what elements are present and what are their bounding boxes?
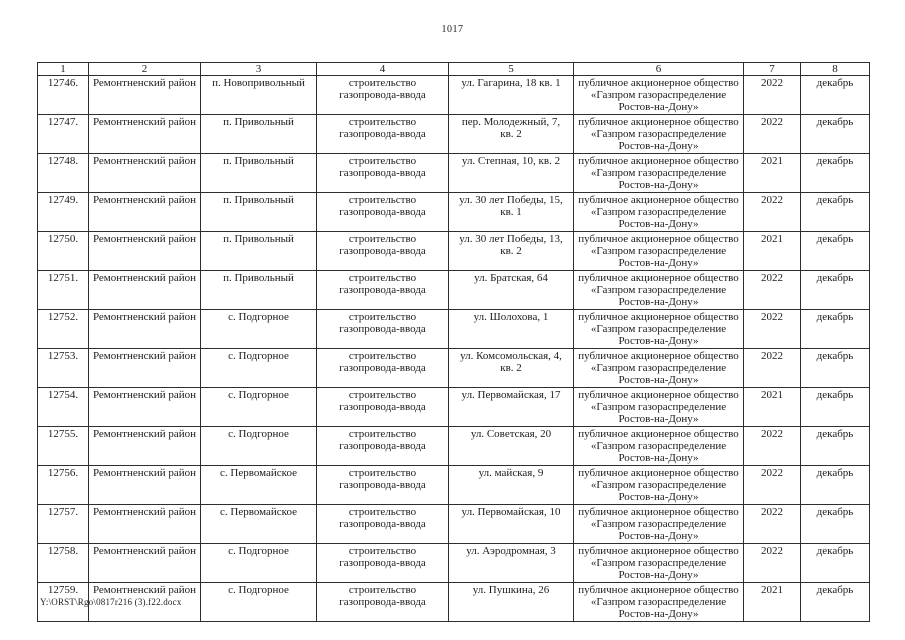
table-header-row xyxy=(38,63,870,76)
cell-month: декабрь xyxy=(801,583,870,622)
cell-month: декабрь xyxy=(801,544,870,583)
column-header-2: 2 xyxy=(89,63,201,76)
cell-company: публичное акционерное общество «Газпром газораспределение Ростов-на-Дону» xyxy=(574,544,744,583)
table-row xyxy=(38,544,870,583)
cell-district: Ремонтненский район xyxy=(89,505,201,544)
cell-company: публичное акционерное общество «Газпром газораспределение Ростов-на-Дону» xyxy=(574,388,744,427)
cell-settlement: п. Новопривольный xyxy=(201,76,317,115)
cell-work-type: строительство газопровода-ввода xyxy=(317,427,449,466)
cell-settlement: с. Подгорное xyxy=(201,388,317,427)
table-row xyxy=(38,466,870,505)
cell-settlement: с. Подгорное xyxy=(201,310,317,349)
cell-month: декабрь xyxy=(801,154,870,193)
cell-month: декабрь xyxy=(801,115,870,154)
cell-address: ул. Аэродромная, 3 xyxy=(449,544,574,583)
cell-month: декабрь xyxy=(801,427,870,466)
cell-address: ул. Братская, 64 xyxy=(449,271,574,310)
cell-settlement: с. Подгорное xyxy=(201,427,317,466)
cell-settlement: п. Привольный xyxy=(201,115,317,154)
document-file-path: Y:\ORST\Rgo\0817r216 (3).f22.docx xyxy=(40,597,182,607)
cell-district: Ремонтненский район xyxy=(89,193,201,232)
cell-work-type: строительство газопровода-ввода xyxy=(317,505,449,544)
cell-month: декабрь xyxy=(801,388,870,427)
cell-company: публичное акционерное общество «Газпром газораспределение Ростов-на-Дону» xyxy=(574,115,744,154)
cell-month: декабрь xyxy=(801,505,870,544)
cell-company: публичное акционерное общество «Газпром газораспределение Ростов-на-Дону» xyxy=(574,232,744,271)
cell-work-type: строительство газопровода-ввода xyxy=(317,76,449,115)
cell-row-number: 12759. xyxy=(38,583,89,622)
cell-company: публичное акционерное общество «Газпром газораспределение Ростов-на-Дону» xyxy=(574,583,744,622)
cell-district: Ремонтненский район xyxy=(89,466,201,505)
cell-row-number: 12748. xyxy=(38,154,89,193)
table-row xyxy=(38,115,870,154)
cell-district: Ремонтненский район xyxy=(89,271,201,310)
cell-address: пер. Молодежный, 7, кв. 2 xyxy=(449,115,574,154)
cell-company: публичное акционерное общество «Газпром газораспределение Ростов-на-Дону» xyxy=(574,271,744,310)
cell-year: 2022 xyxy=(744,505,801,544)
cell-settlement: с. Подгорное xyxy=(201,583,317,622)
cell-year: 2021 xyxy=(744,583,801,622)
cell-year: 2022 xyxy=(744,76,801,115)
cell-settlement: с. Подгорное xyxy=(201,544,317,583)
column-header-7: 7 xyxy=(744,63,801,76)
cell-settlement: п. Привольный xyxy=(201,154,317,193)
cell-settlement: с. Первомайское xyxy=(201,466,317,505)
cell-year: 2022 xyxy=(744,193,801,232)
cell-address: ул. Пушкина, 26 xyxy=(449,583,574,622)
table-body xyxy=(38,76,870,622)
cell-work-type: строительство газопровода-ввода xyxy=(317,154,449,193)
cell-address: ул. 30 лет Победы, 15, кв. 1 xyxy=(449,193,574,232)
cell-month: декабрь xyxy=(801,76,870,115)
cell-address: ул. Первомайская, 17 xyxy=(449,388,574,427)
table-row xyxy=(38,232,870,271)
cell-company: публичное акционерное общество «Газпром газораспределение Ростов-на-Дону» xyxy=(574,349,744,388)
column-header-8: 8 xyxy=(801,63,870,76)
cell-company: публичное акционерное общество «Газпром газораспределение Ростов-на-Дону» xyxy=(574,505,744,544)
cell-district: Ремонтненский район xyxy=(89,427,201,466)
cell-year: 2022 xyxy=(744,544,801,583)
cell-year: 2021 xyxy=(744,154,801,193)
cell-row-number: 12757. xyxy=(38,505,89,544)
cell-work-type: строительство газопровода-ввода xyxy=(317,115,449,154)
cell-year: 2022 xyxy=(744,466,801,505)
cell-row-number: 12758. xyxy=(38,544,89,583)
cell-district: Ремонтненский район xyxy=(89,76,201,115)
cell-address: ул. Степная, 10, кв. 2 xyxy=(449,154,574,193)
table-row xyxy=(38,193,870,232)
cell-year: 2022 xyxy=(744,310,801,349)
cell-company: публичное акционерное общество «Газпром газораспределение Ростов-на-Дону» xyxy=(574,76,744,115)
cell-address: ул. Шолохова, 1 xyxy=(449,310,574,349)
cell-work-type: строительство газопровода-ввода xyxy=(317,232,449,271)
cell-address: ул. Первомайская, 10 xyxy=(449,505,574,544)
cell-district: Ремонтненский район xyxy=(89,154,201,193)
column-header-1: 1 xyxy=(38,63,89,76)
cell-district: Ремонтненский район xyxy=(89,115,201,154)
cell-year: 2022 xyxy=(744,115,801,154)
column-header-6: 6 xyxy=(574,63,744,76)
cell-year: 2022 xyxy=(744,427,801,466)
table-row xyxy=(38,349,870,388)
cell-row-number: 12750. xyxy=(38,232,89,271)
cell-settlement: с. Подгорное xyxy=(201,349,317,388)
column-header-4: 4 xyxy=(317,63,449,76)
column-header-5: 5 xyxy=(449,63,574,76)
cell-company: публичное акционерное общество «Газпром газораспределение Ростов-на-Дону» xyxy=(574,154,744,193)
cell-row-number: 12754. xyxy=(38,388,89,427)
cell-row-number: 12746. xyxy=(38,76,89,115)
cell-year: 2022 xyxy=(744,349,801,388)
cell-work-type: строительство газопровода-ввода xyxy=(317,466,449,505)
table-row xyxy=(38,271,870,310)
table-row xyxy=(38,388,870,427)
table-row xyxy=(38,505,870,544)
table-row xyxy=(38,76,870,115)
cell-work-type: строительство газопровода-ввода xyxy=(317,349,449,388)
cell-work-type: строительство газопровода-ввода xyxy=(317,271,449,310)
cell-settlement: с. Первомайское xyxy=(201,505,317,544)
cell-address: ул. Советская, 20 xyxy=(449,427,574,466)
table-header xyxy=(38,63,870,76)
cell-district: Ремонтненский район xyxy=(89,388,201,427)
table-row xyxy=(38,154,870,193)
column-header-3: 3 xyxy=(201,63,317,76)
cell-month: декабрь xyxy=(801,232,870,271)
cell-row-number: 12755. xyxy=(38,427,89,466)
cell-company: публичное акционерное общество «Газпром газораспределение Ростов-на-Дону» xyxy=(574,310,744,349)
cell-row-number: 12753. xyxy=(38,349,89,388)
cell-address: ул. Комсомольская, 4, кв. 2 xyxy=(449,349,574,388)
cell-address: ул. майская, 9 xyxy=(449,466,574,505)
cell-district: Ремонтненский район xyxy=(89,349,201,388)
cell-row-number: 12751. xyxy=(38,271,89,310)
cell-district: Ремонтненский район xyxy=(89,544,201,583)
cell-row-number: 12756. xyxy=(38,466,89,505)
cell-work-type: строительство газопровода-ввода xyxy=(317,310,449,349)
cell-work-type: строительство газопровода-ввода xyxy=(317,193,449,232)
cell-month: декабрь xyxy=(801,193,870,232)
page-number: 1017 xyxy=(441,24,464,35)
cell-company: публичное акционерное общество «Газпром газораспределение Ростов-на-Дону» xyxy=(574,193,744,232)
cell-month: декабрь xyxy=(801,466,870,505)
cell-month: декабрь xyxy=(801,271,870,310)
cell-work-type: строительство газопровода-ввода xyxy=(317,583,449,622)
cell-settlement: п. Привольный xyxy=(201,271,317,310)
cell-year: 2021 xyxy=(744,232,801,271)
cell-district: Ремонтненский район xyxy=(89,583,201,622)
cell-row-number: 12752. xyxy=(38,310,89,349)
table-row xyxy=(38,427,870,466)
cell-district: Ремонтненский район xyxy=(89,310,201,349)
cell-company: публичное акционерное общество «Газпром газораспределение Ростов-на-Дону» xyxy=(574,466,744,505)
cell-year: 2021 xyxy=(744,388,801,427)
cell-work-type: строительство газопровода-ввода xyxy=(317,544,449,583)
cell-work-type: строительство газопровода-ввода xyxy=(317,388,449,427)
cell-month: декабрь xyxy=(801,310,870,349)
registry-table xyxy=(37,62,870,622)
cell-row-number: 12749. xyxy=(38,193,89,232)
cell-settlement: п. Привольный xyxy=(201,193,317,232)
cell-address: ул. 30 лет Победы, 13, кв. 2 xyxy=(449,232,574,271)
cell-settlement: п. Привольный xyxy=(201,232,317,271)
cell-year: 2022 xyxy=(744,271,801,310)
cell-district: Ремонтненский район xyxy=(89,232,201,271)
table-row xyxy=(38,310,870,349)
cell-company: публичное акционерное общество «Газпром газораспределение Ростов-на-Дону» xyxy=(574,427,744,466)
cell-month: декабрь xyxy=(801,349,870,388)
cell-row-number: 12747. xyxy=(38,115,89,154)
cell-address: ул. Гагарина, 18 кв. 1 xyxy=(449,76,574,115)
